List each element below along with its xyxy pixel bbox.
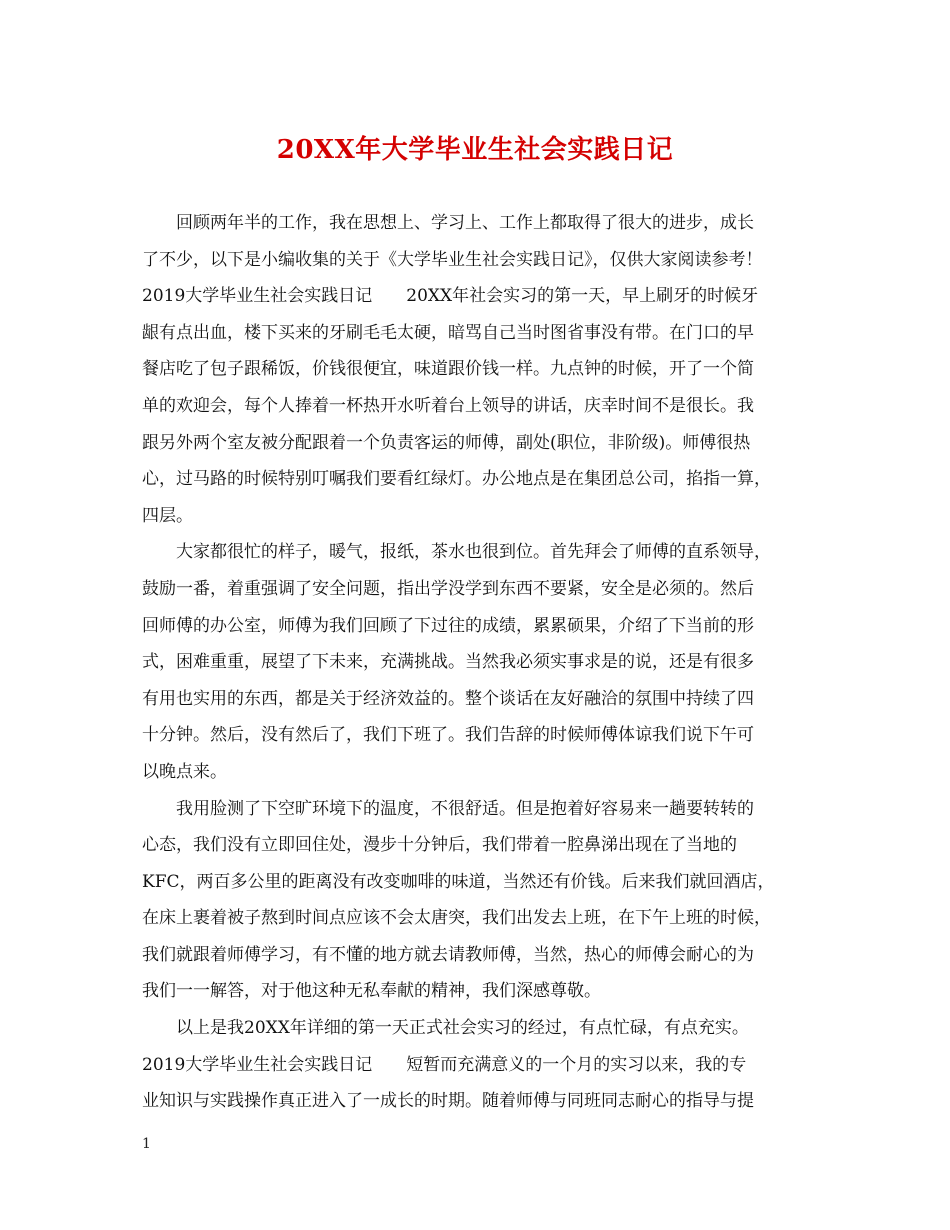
text-line: 有用也实用的东西，都是关于经济效益的。整个谈话在友好融洽的氛围中持续了四 bbox=[142, 688, 754, 709]
text-line: 我们就跟着师傅学习，有不懂的地方就去请教师傅，当然，热心的师傅会耐心的为 bbox=[142, 944, 754, 965]
text-line: 回师傅的办公室，师傅为我们回顾了下过往的成绩，累累硕果，介绍了下当前的形 bbox=[142, 615, 754, 636]
text-line: 2019大学毕业生社会实践日记 短暂而充满意义的一个月的实习以来，我的专 bbox=[142, 1054, 747, 1075]
text-line: 四层。 bbox=[142, 505, 193, 526]
text-line: 龈有点出血，楼下买来的牙刷毛毛太硬，暗骂自己当时图省事没有带。在门口的早 bbox=[142, 322, 754, 343]
text-line: 我用脸测了下空旷环境下的温度，不很舒适。但是抱着好容易来一趟要转转的 bbox=[142, 798, 754, 819]
text-line: 在床上裹着被子熬到时间点应该不会太唐突，我们出发去上班，在下午上班的时候， bbox=[142, 908, 771, 929]
text-line: 心，过马路的时候特别叮嘱我们要看红绿灯。办公地点是在集团总公司，掐指一算， bbox=[142, 469, 771, 490]
text-line: 我们一一解答，对于他这种无私奉献的精神，我们深感尊敬。 bbox=[142, 981, 601, 1002]
page-number: 1 bbox=[142, 1136, 151, 1152]
text-line: 大家都很忙的样子，暖气，报纸，茶水也很到位。首先拜会了师傅的直系领导， bbox=[142, 542, 771, 563]
document-title: 20XX年大学毕业生社会实践日记 bbox=[276, 135, 674, 165]
text-line: 以上是我20XX年详细的第一天正式社会实习的经过，有点忙碌，有点充实。 bbox=[142, 1018, 749, 1039]
text-line: KFC，两百多公里的距离没有改变咖啡的味道，当然还有价钱。后来我们就回酒店， bbox=[142, 871, 775, 892]
text-line: 单的欢迎会，每个人捧着一杯热开水听着台上领导的讲话，庆幸时间不是很长。我 bbox=[142, 395, 754, 416]
text-line: 心态，我们没有立即回住处，漫步十分钟后，我们带着一腔鼻涕出现在了当地的 bbox=[142, 835, 737, 856]
text-line: 餐店吃了包子跟稀饭，价钱很便宜，味道跟价钱一样。九点钟的时候，开了一个简 bbox=[142, 359, 754, 380]
document-body bbox=[142, 205, 812, 1120]
text-line: 鼓励一番，着重强调了安全问题，指出学没学到东西不要紧，安全是必须的。然后 bbox=[142, 578, 754, 599]
text-line: 式，困难重重，展望了下未来，充满挑战。当然我必须实事求是的说，还是有很多 bbox=[142, 652, 754, 673]
text-line: 回顾两年半的工作，我在思想上、学习上、工作上都取得了很大的进步，成长 bbox=[142, 213, 754, 233]
text-line: 十分钟。然后，没有然后了，我们下班了。我们告辞的时候师傅体谅我们说下午可 bbox=[142, 725, 754, 746]
text-line: 业知识与实践操作真正进入了一成长的时期。随着师傅与同班同志耐心的指导与提 bbox=[142, 1091, 754, 1112]
text-line: 2019大学毕业生社会实践日记 20XX年社会实习的第一天，早上刷牙的时候牙 bbox=[142, 286, 759, 307]
text-line: 以晚点来。 bbox=[142, 761, 227, 782]
text-line: 了不少，以下是小编收集的关于《大学毕业生社会实践日记》，仅供大家阅读参考！ bbox=[142, 249, 763, 270]
text-line: 跟另外两个室友被分配跟着一个负责客运的师傅，副处(职位，非阶级)。师傅很热 bbox=[142, 432, 751, 453]
